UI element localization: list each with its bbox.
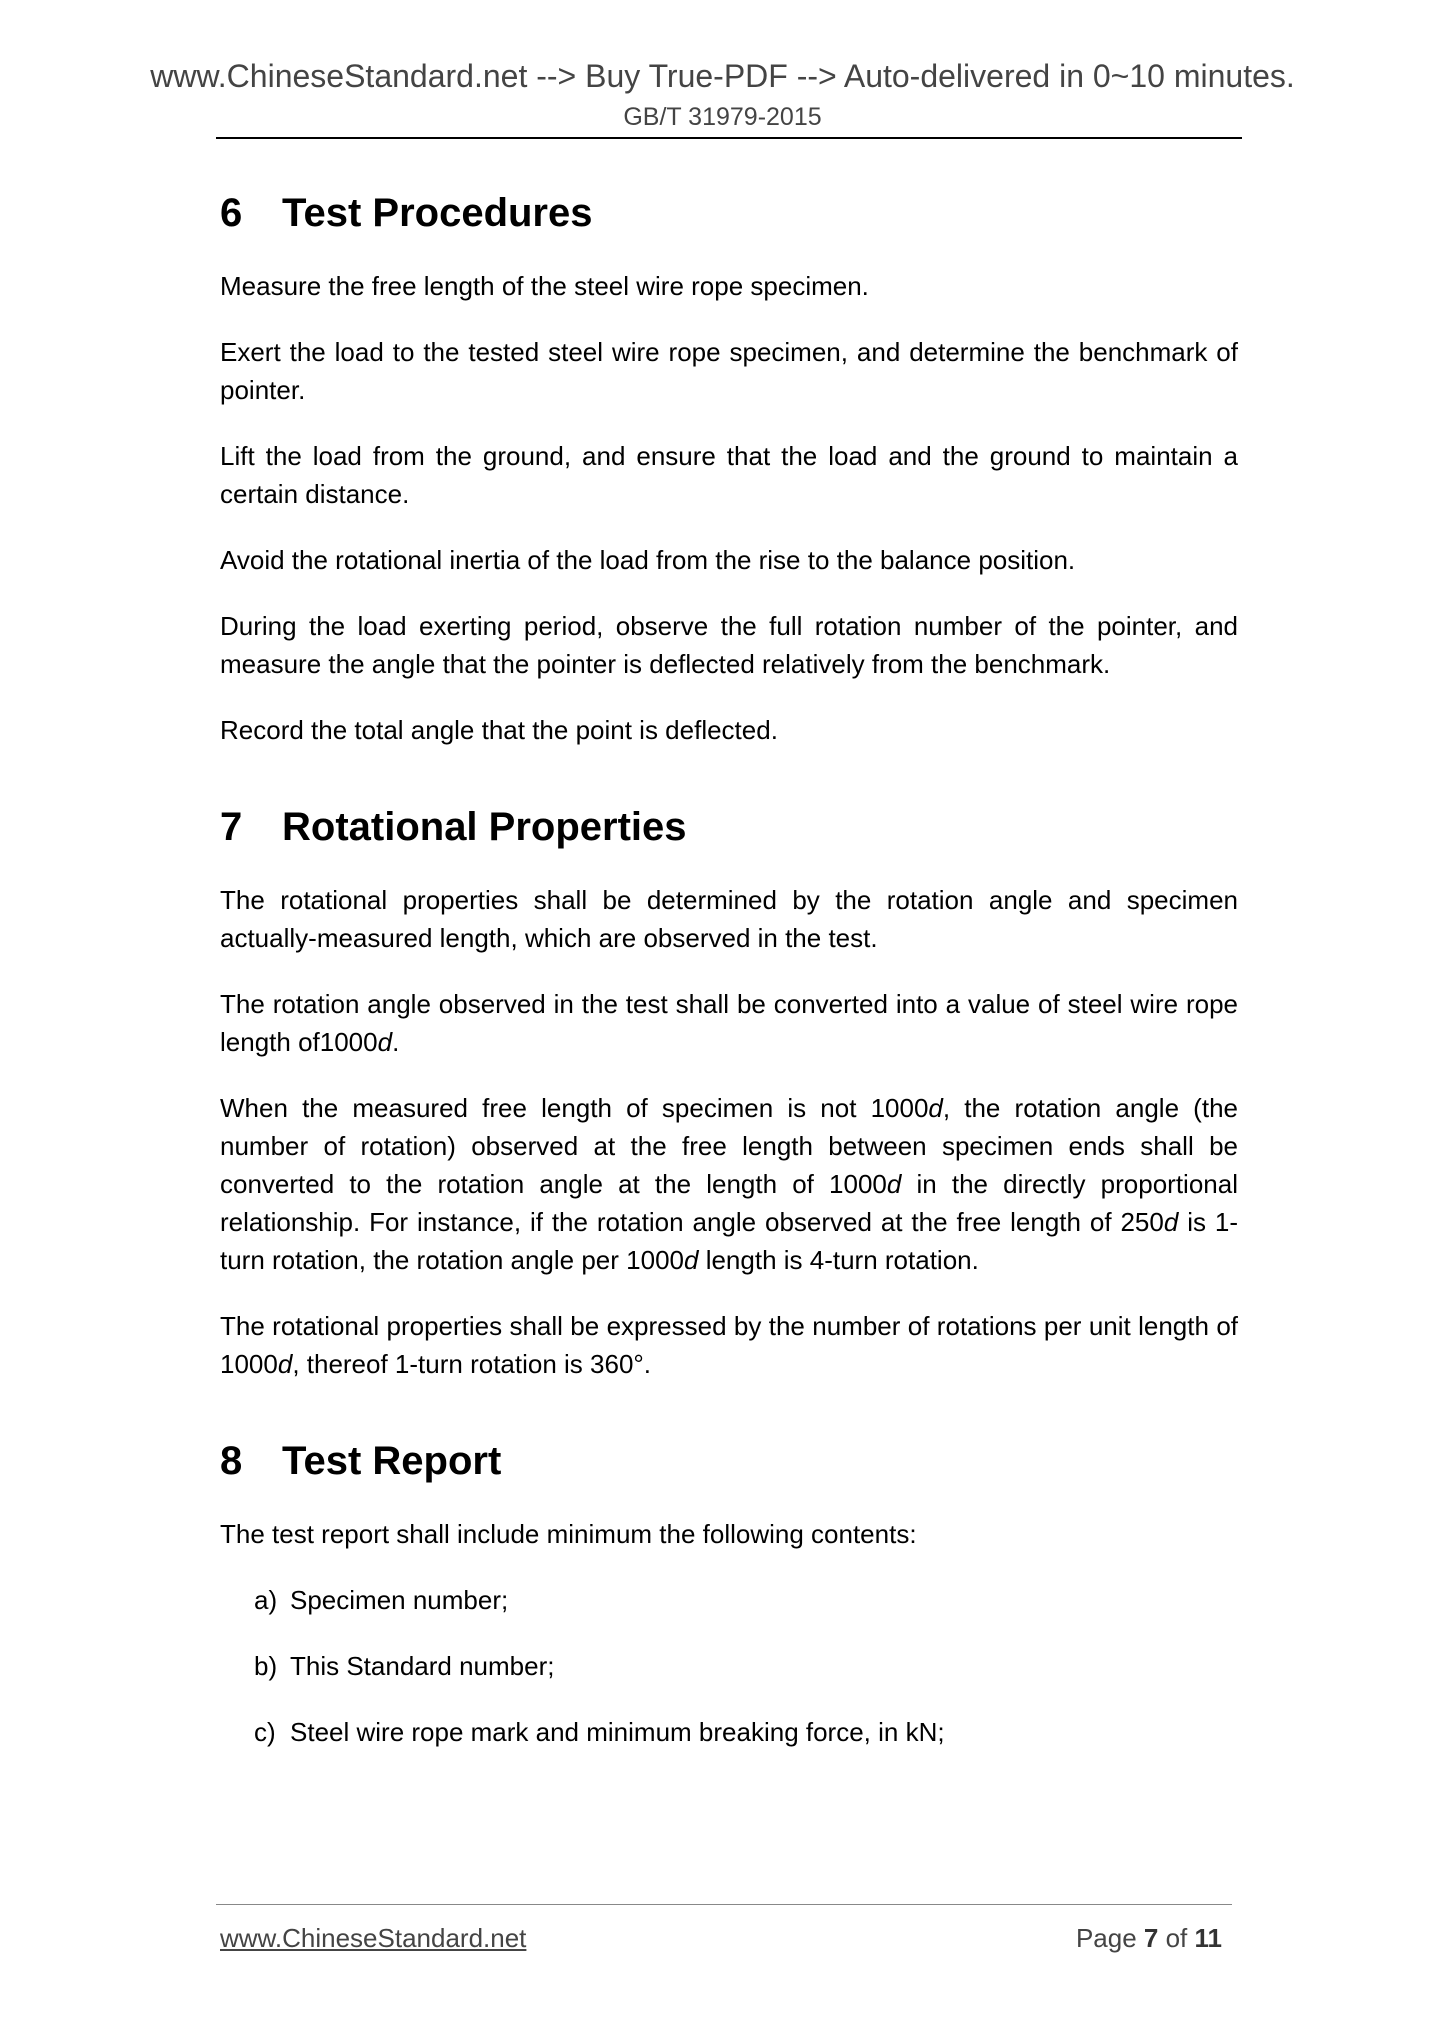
list-item-label: b) xyxy=(254,1651,278,1681)
paragraph: During the load exerting period, observe the full rotation number of the pointer, and measure the angle that the pointer is deflected relatively from the benchmark. xyxy=(220,611,1238,679)
list-item-label: c) xyxy=(254,1717,276,1747)
list-item xyxy=(220,1581,1238,1619)
list-item xyxy=(220,1647,1238,1685)
variable-d: d xyxy=(1163,1207,1179,1237)
footer-website-link[interactable]: www.ChineseStandard.net xyxy=(220,1923,527,1953)
text-run: , thereof 1-turn rotation is 360°. xyxy=(292,1349,652,1379)
header-banner: www.ChineseStandard.net --> Buy True-PDF --> Auto-delivered in 0~10 minutes. xyxy=(150,58,1295,94)
paragraph: The rotational properties shall be determined by the rotation angle and specimen actually-measured length, which are observed in the test. xyxy=(220,885,1238,953)
paragraph xyxy=(220,1307,1238,1383)
text-run: When the measured free length of specimen is not 1000 xyxy=(220,1093,929,1123)
section-8-heading xyxy=(220,1433,1238,1489)
list-item-text: Specimen number; xyxy=(290,1585,509,1615)
paragraph: Avoid the rotational inertia of the load from the rise to the balance position. xyxy=(220,545,1076,575)
header-divider xyxy=(216,137,1242,139)
total-page-number: 11 xyxy=(1194,1923,1222,1953)
section-number: 7 xyxy=(220,805,243,849)
footer-divider xyxy=(216,1904,1232,1905)
current-page-number: 7 xyxy=(1143,1923,1159,1953)
page-prefix: Page xyxy=(1075,1923,1144,1953)
variable-d: d xyxy=(928,1093,943,1123)
text-run: The rotational properties shall be expressed by the number of rotations per unit length of 1000 xyxy=(220,1311,1238,1379)
section-title: Test Procedures xyxy=(282,191,593,235)
list-item xyxy=(220,1713,1238,1751)
list-item-label: a) xyxy=(254,1585,278,1615)
variable-d: d xyxy=(377,1027,393,1057)
paragraph: Measure the free length of the steel wire rope specimen. xyxy=(220,271,869,301)
paragraph xyxy=(220,985,1238,1061)
variable-d: d xyxy=(684,1245,699,1275)
section-title: Rotational Properties xyxy=(282,805,687,849)
text-run: length is 4-turn rotation. xyxy=(698,1245,979,1275)
section-6-heading xyxy=(220,185,1238,241)
section-7-heading xyxy=(220,799,1238,855)
list-item-text: This Standard number; xyxy=(290,1651,555,1681)
page-content xyxy=(220,185,1238,1751)
variable-d: d xyxy=(886,1169,902,1199)
text-run: . xyxy=(392,1027,400,1057)
text-run: The rotation angle observed in the test shall be converted into a value of steel wire rope length of1000 xyxy=(220,989,1238,1057)
paragraph xyxy=(220,1089,1238,1279)
text-run: in the directly proportional relationship. For instance, if the rotation angle observed at the free length of 250 xyxy=(220,1169,1238,1237)
document-code: GB/T 31979-2015 xyxy=(623,103,822,131)
section-number: 6 xyxy=(220,191,243,235)
section-title: Test Report xyxy=(282,1439,502,1483)
section-number: 8 xyxy=(220,1439,243,1483)
paragraph: Record the total angle that the point is deflected. xyxy=(220,715,778,745)
text-run: is 1-turn rotation, the rotation angle per 1000 xyxy=(220,1207,1239,1275)
paragraph: The test report shall include minimum the following contents: xyxy=(220,1519,917,1549)
page-indicator xyxy=(1076,1921,1222,1955)
variable-d: d xyxy=(277,1349,293,1379)
paragraph: Lift the load from the ground, and ensure that the load and the ground to maintain a certain distance. xyxy=(220,441,1238,509)
page-of: of xyxy=(1158,1923,1195,1953)
paragraph: Exert the load to the tested steel wire rope specimen, and determine the benchmark of pointer. xyxy=(220,337,1238,405)
list-item-text: Steel wire rope mark and minimum breaking force, in kN; xyxy=(290,1717,945,1747)
text-run: , the rotation angle (the number of rotation) observed at the free length between specimen ends shall be converted to the rotation angle at the length of 1000 xyxy=(220,1093,1238,1199)
